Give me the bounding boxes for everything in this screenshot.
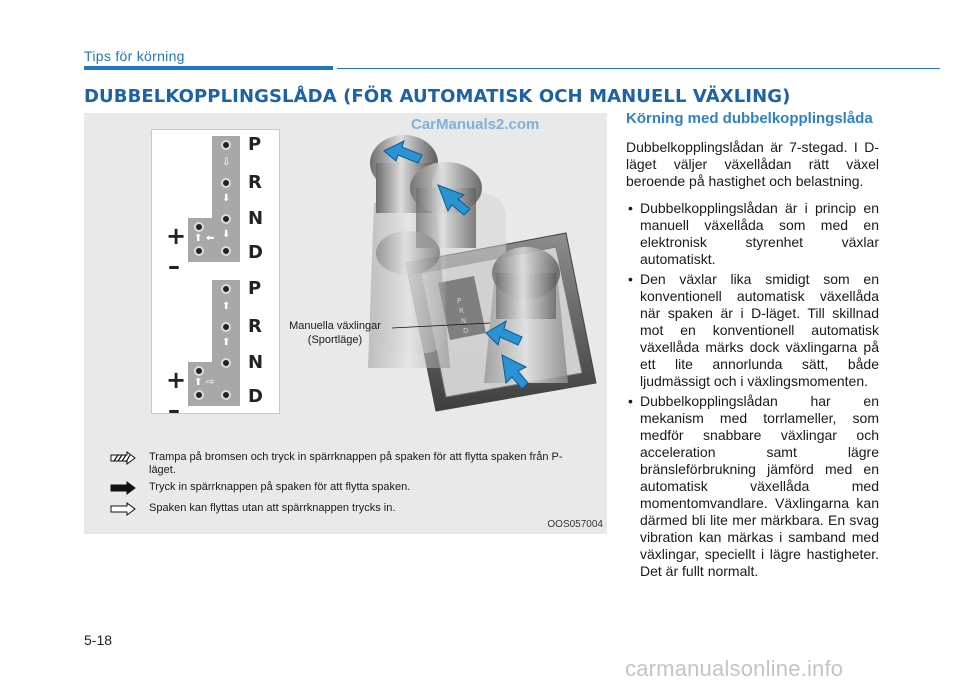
gear-letter-r: R (248, 172, 262, 193)
gear-pattern-panel (151, 129, 280, 424)
hatched-arrow-icon (109, 451, 149, 469)
legend-text: Tryck in spärrknappen på spaken för att flytta spaken. (149, 481, 411, 493)
gear-letter-d: D (248, 242, 263, 263)
section-label: Tips för körning (84, 48, 185, 64)
down-arrow-icon: ⬇ (222, 229, 231, 240)
gate-dot (221, 214, 231, 224)
gear-letter-p: P (248, 134, 262, 155)
gate-dot (221, 246, 231, 256)
up-arrow-icon: ⬆ (194, 233, 203, 244)
minus-sign: – (168, 252, 180, 280)
gear-shifter-illustration (346, 133, 598, 413)
sub-title: Körning med dubbelkopplingslåda (626, 110, 873, 127)
bullet-list (626, 200, 879, 580)
plus-sign: + (166, 222, 187, 250)
up-arrow-icon: ⬆ (194, 377, 203, 388)
page-number: 5-18 (84, 632, 113, 648)
right-arrow-icon: ⇨ (206, 377, 215, 388)
shift-figure (84, 113, 607, 534)
gear-letter-d: D (248, 386, 263, 407)
page-title: DUBBELKOPPLINGSLÅDA (FÖR AUTOMATISK OCH MANUELL VÄXLING) (84, 86, 791, 107)
up-arrow-icon: ⬆ (222, 337, 231, 348)
list-item: • Den växlar lika smidigt som en konventionell automatisk växellåda när spaken är i D-läget. Till skillnad mot en konventionell automatisk växellåda märks dock växlingarna på ett lite annorlunda sätt, både ljudmässigt och i växlingsmomenten. (626, 271, 879, 390)
legend-item (109, 502, 579, 520)
figure-code: OOS057004 (547, 519, 603, 530)
figure-watermark: CarManuals2.com (411, 116, 540, 133)
manual-shift-callout: Manuella växlingar (Sportläge) (289, 320, 381, 346)
gate-dot (221, 140, 231, 150)
header-rule-thin (337, 68, 940, 70)
left-arrow-icon: ⬅ (206, 233, 215, 244)
gate-dot (194, 366, 204, 376)
header-rule-thick (84, 66, 333, 70)
solid-arrow-icon (109, 481, 149, 499)
outline-arrow-icon (109, 502, 149, 520)
minus-sign: – (168, 396, 180, 424)
gate-dot (194, 390, 204, 400)
gate-dot (194, 246, 204, 256)
legend-item (109, 481, 579, 499)
gear-letter-r: R (248, 316, 262, 337)
down-arrow-icon: ⬇ (222, 193, 231, 204)
right-column (626, 111, 879, 583)
list-item: • Dubbelkopplingslådan är i princip en manuell växellåda som med en elektronisk styrenhet växlar automatiskt. (626, 200, 879, 268)
gate-dot (221, 322, 231, 332)
list-item: • Dubbelkopplingslådan har en mekanism med torrlameller, som medför snabbare växlingar och acceleration samt lägre bränsleförbrukning jämförd med en automatisk växellåda med momentomvandlare. Växlingarna kan därmed bli lite mer märkbara. En svag vibration kan märkas i samband med växlingar, speciellt i lägre hastigheter. Det är fullt normalt. (626, 393, 879, 580)
footer-watermark: carmanualsonline.info (625, 656, 844, 681)
up-arrow-icon: ⬆ (222, 301, 231, 312)
gate-dot (194, 222, 204, 232)
legend-item (109, 451, 579, 477)
down-arrow-icon: ⇩ (222, 157, 231, 168)
legend-text: Spaken kan flyttas utan att spärrknappen trycks in. (149, 502, 396, 514)
legend-text: Trampa på bromsen och tryck in spärrknappen på spaken för att flytta spaken från P-läget. (149, 451, 563, 476)
gate-dot (221, 358, 231, 368)
plus-sign: + (166, 366, 187, 394)
gear-letter-n: N (248, 208, 264, 229)
gear-letter-n: N (248, 352, 264, 373)
gear-letter-p: P (248, 278, 262, 299)
gate-dot (221, 390, 231, 400)
gate-dot (221, 178, 231, 188)
gate-dot (221, 284, 231, 294)
intro-paragraph: Dubbelkopplingslådan är 7-stegad. I D-läget väljer växellådan rätt växel beroende på hastighet och belastning. (626, 139, 879, 189)
